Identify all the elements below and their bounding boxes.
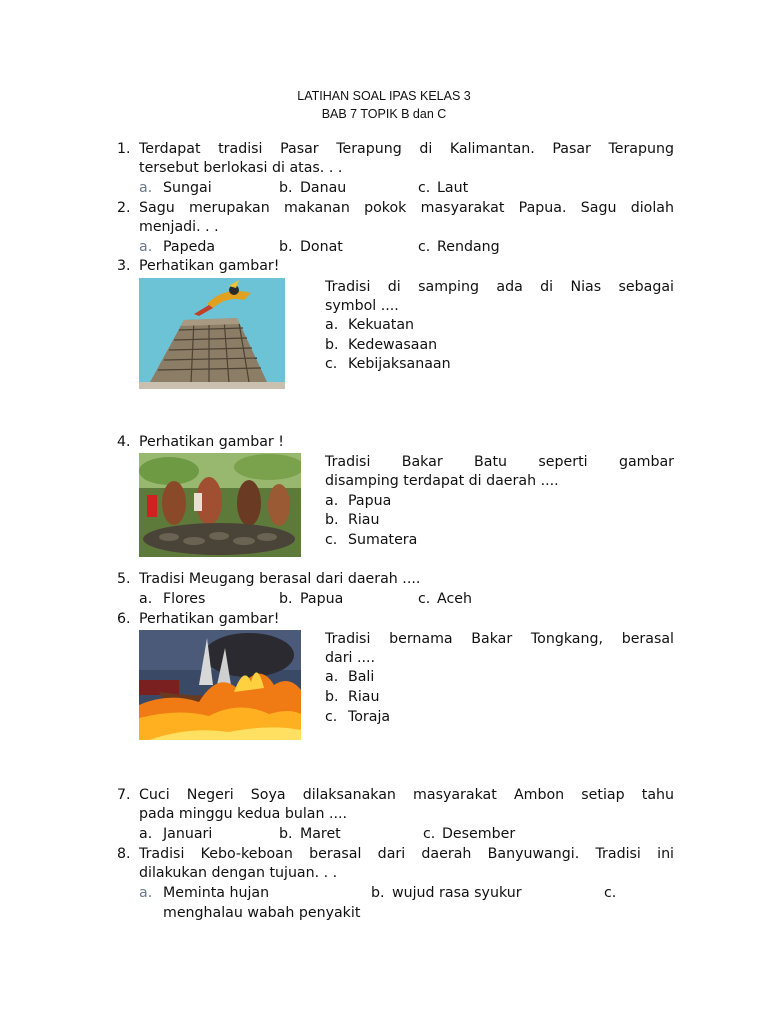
option-label: a. [139, 826, 153, 842]
option-label: a. [325, 669, 339, 685]
option-a: Januari [163, 826, 213, 842]
option-label: b. [325, 512, 339, 528]
option-label: b. [371, 885, 385, 901]
option-c: Aceh [437, 591, 472, 607]
question-text: menjadi. . . [139, 219, 219, 235]
question-text: dari .... [325, 650, 376, 666]
option-label: c. [418, 180, 431, 196]
option-b: Riau [348, 689, 380, 705]
question-text: pada minggu kedua bulan .... [139, 806, 347, 822]
question-text: Perhatikan gambar ! [139, 434, 284, 450]
question-number: 1. [117, 141, 131, 157]
option-label: a. [139, 239, 153, 255]
option-label: b. [279, 591, 293, 607]
option-label: b. [325, 337, 339, 353]
option-c: Sumatera [348, 532, 418, 548]
option-label: c. [325, 356, 338, 372]
option-label: a. [139, 591, 153, 607]
question-number: 6. [117, 611, 131, 627]
question-number: 4. [117, 434, 131, 450]
question-text: Sagu merupakan makanan pokok masyarakat Papua. Sagu diolah [139, 200, 674, 216]
option-c: Kebijaksanaan [348, 356, 451, 372]
option-a: Flores [163, 591, 206, 607]
option-b: Donat [300, 239, 343, 255]
option-b: Kedewasaan [348, 337, 438, 353]
question-text: Cuci Negeri Soya dilaksanakan masyarakat Ambon setiap tahu [139, 787, 674, 803]
option-b: Papua [300, 591, 344, 607]
option-label: b. [279, 239, 293, 255]
option-a: Meminta hujan [163, 885, 270, 901]
option-b: wujud rasa syukur [392, 885, 522, 901]
option-b: Riau [348, 512, 380, 528]
option-c: Rendang [437, 239, 500, 255]
option-label: c. [325, 709, 338, 725]
question-text: dilakukan dengan tujuan. . . [139, 865, 338, 881]
option-label: a. [139, 885, 153, 901]
option-label: b. [279, 826, 293, 842]
question-number: 2. [117, 200, 131, 216]
question-text: Tradisi di samping ada di Nias sebagai [325, 279, 674, 295]
stone-burning-image [139, 453, 301, 557]
page-subtitle: BAB 7 TOPIK B dan C [321, 107, 447, 121]
question-text: tersebut berlokasi di atas. . . [139, 160, 343, 176]
option-a: Bali [348, 669, 375, 685]
question-text: Perhatikan gambar! [139, 611, 280, 627]
page-title: LATIHAN SOAL IPAS KELAS 3 [297, 89, 471, 103]
option-a: Papeda [163, 239, 216, 255]
option-label: b. [325, 689, 339, 705]
option-label: c. [604, 885, 617, 901]
option-a: Papua [348, 493, 392, 509]
question-number: 5. [117, 571, 131, 587]
question-text: Tradisi bernama Bakar Tongkang, berasal [325, 631, 674, 647]
question-text: Terdapat tradisi Pasar Terapung di Kalimantan. Pasar Terapung [139, 141, 674, 157]
option-label: b. [279, 180, 293, 196]
question-text: Tradisi Kebo-keboan berasal dari daerah Banyuwangi. Tradisi ini [139, 846, 674, 862]
option-c: Toraja [348, 709, 391, 725]
question-text: Tradisi Meugang berasal dari daerah .... [139, 571, 421, 587]
question-text: Tradisi Bakar Batu seperti gambar [325, 454, 674, 470]
option-a: Sungai [163, 180, 212, 196]
option-c: menghalau wabah penyakit [163, 905, 361, 921]
question-number: 7. [117, 787, 131, 803]
option-c: Desember [442, 826, 516, 842]
option-label: a. [325, 317, 339, 333]
question-number: 8. [117, 846, 131, 862]
option-label: c. [423, 826, 436, 842]
option-c: Laut [437, 180, 469, 196]
option-label: c. [418, 239, 431, 255]
question-number: 3. [117, 258, 131, 274]
option-b: Danau [300, 180, 347, 196]
option-label: a. [139, 180, 153, 196]
option-label: c. [325, 532, 338, 548]
option-b: Maret [300, 826, 341, 842]
question-text: Perhatikan gambar! [139, 258, 280, 274]
burning-boat-image [139, 630, 301, 740]
option-label: a. [325, 493, 339, 509]
option-a: Kekuatan [348, 317, 415, 333]
question-text: disamping terdapat di daerah .... [325, 473, 559, 489]
question-text: symbol .... [325, 298, 399, 314]
stone-jumping-image [139, 278, 285, 389]
option-label: c. [418, 591, 431, 607]
